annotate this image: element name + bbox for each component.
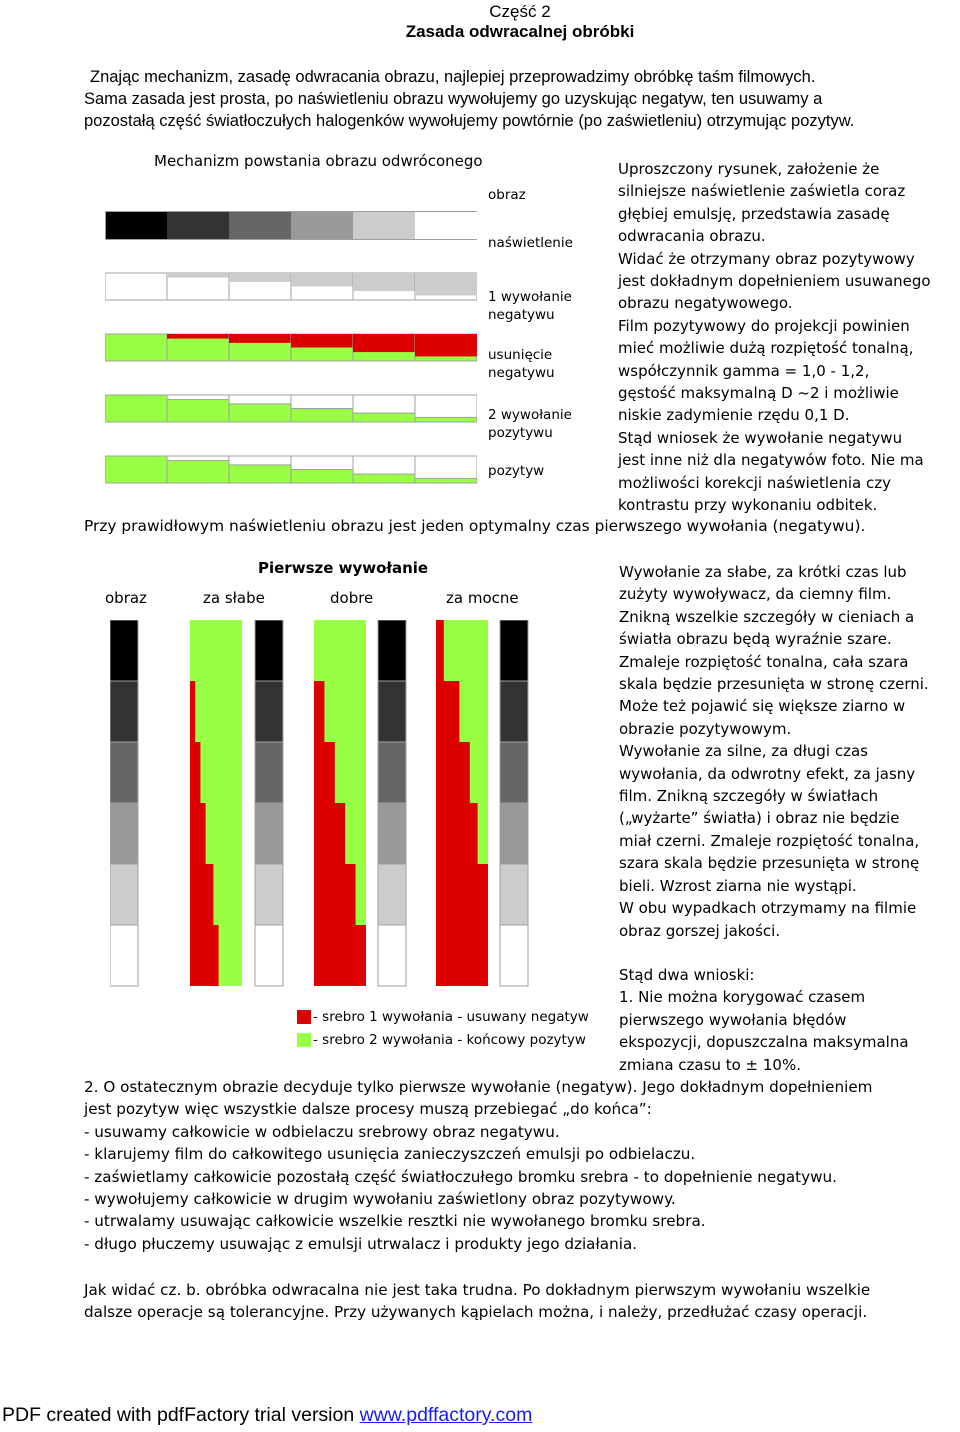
mechanism-title: Mechanizm powstania obrazu odwróconego: [154, 152, 483, 170]
image-cell: [291, 212, 353, 239]
clear-part: [291, 456, 353, 470]
exposed-part: [291, 273, 353, 287]
closing-paragraph: Jak widać cz. b. obróbka odwracalna nie jest taka trudna. Po dokładnym pierwszym wywołaniu wszelkie dalsze operacje są tolerancyjne. Przy używanych kąpielach można, i należy, przedłużać czasy operacji.: [84, 1281, 871, 1322]
intro-line: Sama zasada jest prosta, po naświetleniu obrazu wywołujemy go uzyskując negatyw, ten usuwamy a: [84, 90, 823, 108]
row-label-first-development: 1 wywołanie negatywu: [488, 289, 572, 323]
gray-reference-segment: [500, 742, 528, 803]
gray-reference-segment: [255, 803, 283, 864]
column-label-image: obraz: [105, 589, 147, 607]
good-red-segment: [314, 681, 324, 742]
good-green-segment: [314, 620, 366, 681]
image-cell: [167, 212, 229, 239]
clear-part: [415, 456, 477, 478]
clear-part: [353, 456, 415, 474]
weak-green-segment: [190, 620, 242, 681]
negative-silver: [291, 334, 353, 348]
gray-reference-segment: [378, 742, 406, 803]
gray-reference-segment: [500, 925, 528, 986]
gray-reference-segment: [378, 681, 406, 742]
column-label-strong: za mocne: [446, 589, 519, 607]
image-segment: [110, 620, 138, 681]
good-red-segment: [314, 803, 345, 864]
page-title: Zasada odwracalnej obróbki: [405, 22, 635, 41]
positive-silver: [105, 456, 167, 483]
removed-part: [167, 395, 229, 400]
exposure-cell: [105, 273, 167, 300]
image-segment: [110, 681, 138, 742]
part-label: Część 2: [489, 2, 551, 21]
good-red-segment: [314, 864, 356, 925]
gray-reference-segment: [255, 864, 283, 925]
removed-part: [353, 395, 415, 413]
image-cell: [353, 212, 415, 239]
legend-label-green: - srebro 2 wywołania - końcowy pozytyw: [313, 1032, 586, 1048]
exposed-part: [353, 273, 415, 291]
weak-red-segment: [190, 742, 200, 803]
exposed-part: [167, 273, 229, 278]
row-label-exposure: naświetlenie: [488, 235, 573, 251]
gray-reference-segment: [255, 925, 283, 986]
row-label-image: obraz: [488, 187, 526, 203]
image-segment: [110, 864, 138, 925]
weak-red-segment: [190, 864, 213, 925]
image-segment: [110, 803, 138, 864]
weak-red-segment: [190, 681, 195, 742]
undeveloped-part: [105, 334, 167, 361]
row-label-second-development: 2 wywołanie pozytywu: [488, 407, 572, 441]
weak-red-segment: [190, 925, 219, 986]
clear-part: [167, 456, 229, 461]
image-cell: [229, 212, 291, 239]
good-red-segment: [314, 925, 366, 986]
footer-link[interactable]: www.pdffactory.com: [359, 1404, 533, 1426]
strong-red-segment: [436, 620, 444, 681]
strong-red-segment: [436, 681, 459, 742]
gray-reference-segment: [378, 864, 406, 925]
image-segment: [110, 925, 138, 986]
gray-reference-segment: [255, 681, 283, 742]
good-red-segment: [314, 742, 335, 803]
image-cell: [105, 212, 167, 239]
first-development-title: Pierwsze wywołanie: [258, 559, 429, 577]
gray-reference-segment: [378, 925, 406, 986]
first-development-diagram: [110, 620, 530, 992]
weak-green-segment: [190, 681, 242, 742]
column-label-good: dobre: [330, 589, 374, 607]
intro-line: Znając mechanizm, zasadę odwracania obrazu, najlepiej przeprowadzimy obróbkę taśm filmowych.: [90, 68, 816, 86]
strong-red-segment: [436, 925, 488, 986]
remaining-emulsion: [105, 395, 167, 422]
weak-red-segment: [190, 803, 206, 864]
gray-reference-segment: [255, 620, 283, 681]
removed-part: [291, 395, 353, 409]
gray-reference-segment: [500, 803, 528, 864]
gray-reference-segment: [500, 681, 528, 742]
negative-silver: [167, 334, 229, 339]
gray-reference-segment: [255, 742, 283, 803]
gray-reference-segment: [500, 620, 528, 681]
conclusions-intro: Stąd dwa wnioski: 1. Nie można korygować czasem pierwszego wywołania błędów ekspozycji, dopuszczalna maksymalna zmiana czasu to ± 10%.: [619, 966, 909, 1074]
row-label-negative-removal: usunięcie negatywu: [488, 347, 555, 381]
footer-text: PDF created with pdfFactory trial version: [2, 1404, 360, 1426]
gray-reference-segment: [500, 864, 528, 925]
intro-paragraph: [84, 66, 954, 132]
pdf-footer: [2, 1404, 532, 1427]
legend-label-red: - srebro 1 wywołania - usuwany negatyw: [313, 1009, 589, 1025]
intro-line: pozostałą część światłoczułych halogenków wywołujemy powtórnie (po zaświetleniu) otrzymując pozytyw.: [84, 112, 855, 130]
mechanism-diagram: [105, 210, 477, 490]
legend-swatch-green: [297, 1033, 311, 1047]
image-segment: [110, 742, 138, 803]
negative-silver: [229, 334, 291, 343]
strong-red-segment: [436, 742, 470, 803]
negative-silver: [353, 334, 415, 352]
image-cell: [415, 212, 477, 239]
development-description: Wywołanie za słabe, za krótki czas lub zużyty wywoływacz, da ciemny film. Znikną wszelkie szczegóły w cieniach a światła obrazu będą wyraźnie szare. Zmaleje rozpiętość tonalna, cała szara skala będzie przesunięta w stronę czerni. Może też pojawić się większe ziarno w obrazie pozytywowym. Wywołanie za silne, za długi czas wywołania, da odwrotny efekt, za jasny film. Znikną szczegóły w światłach („wyżarte” światła) i obraz nie będzie miał czerni. Zmaleje rozpiętość tonalna, szara skala będzie przesunięta w stronę bieli. Wzrost ziarna nie wystąpi. W obu wypadkach otrzymamy na filmie obraz gorszej jakości.: [619, 563, 929, 940]
gray-reference-segment: [378, 803, 406, 864]
clear-part: [229, 456, 291, 465]
conclusions-list: 2. O ostatecznym obrazie decyduje tylko pierwsze wywołanie (negatyw). Jego dokładnym dopełnieniem jest pozytyw więc wszystkie dalsze procesy muszą przebiegać „do końca”: - usuwamy całkowicie w odbielaczu srebrowy obraz negatywu. - klarujemy film do całkowitego usunięcia zanieczyszczeń emulsji po odbielaczu. - zaświetlamy całkowicie pozostałą część światłoczułego bromku srebra - to dopełnienie negatywu. - wywołujemy całkowicie w drugim wywołaniu zaświetlony obraz pozytywowy. - utrwalamy usuwając całkowicie wszelkie resztki nie wywołanego bromku srebra. - długo płuczemy usuwając z emulsji utrwalacz i produkty jego działania.: [84, 1078, 873, 1253]
removed-part: [415, 395, 477, 417]
row-label-positive: pozytyw: [488, 463, 545, 479]
removed-part: [229, 395, 291, 404]
mechanism-description: Uproszczony rysunek, założenie że silniejsze naświetlenie zaświetla coraz głębiej emulsję, przedstawia zasadę odwracania obrazu. Widać że otrzymany obraz pozytywowy jest dokładnym dopełnieniem usuwanego obrazu negatywowego. Film pozytywowy do projekcji powinien mieć możliwie dużą rozpiętość tonalną, współczynnik gamma = 1,0 - 1,2, gęstość maksymalną D ~2 i możliwie niskie zadymienie rzędu 0,1 D. Stąd wniosek że wywołanie negatywu jest inne niż dla negatywów foto. Nie ma możliwości korekcji naświetlenia czy kontrastu przy wykonaniu odbitek.: [618, 160, 931, 515]
column-label-weak: za słabe: [203, 589, 265, 607]
gray-reference-segment: [378, 620, 406, 681]
negative-silver: [415, 334, 477, 356]
strong-red-segment: [436, 864, 488, 925]
strong-red-segment: [436, 803, 478, 864]
exposed-part: [229, 273, 291, 282]
optimal-time-sentence: Przy prawidłowym naświetleniu obrazu jest jeden optymalny czas pierwszego wywołania (negatywu).: [84, 517, 866, 535]
legend-swatch-red: [297, 1010, 311, 1024]
exposed-part: [415, 273, 477, 295]
